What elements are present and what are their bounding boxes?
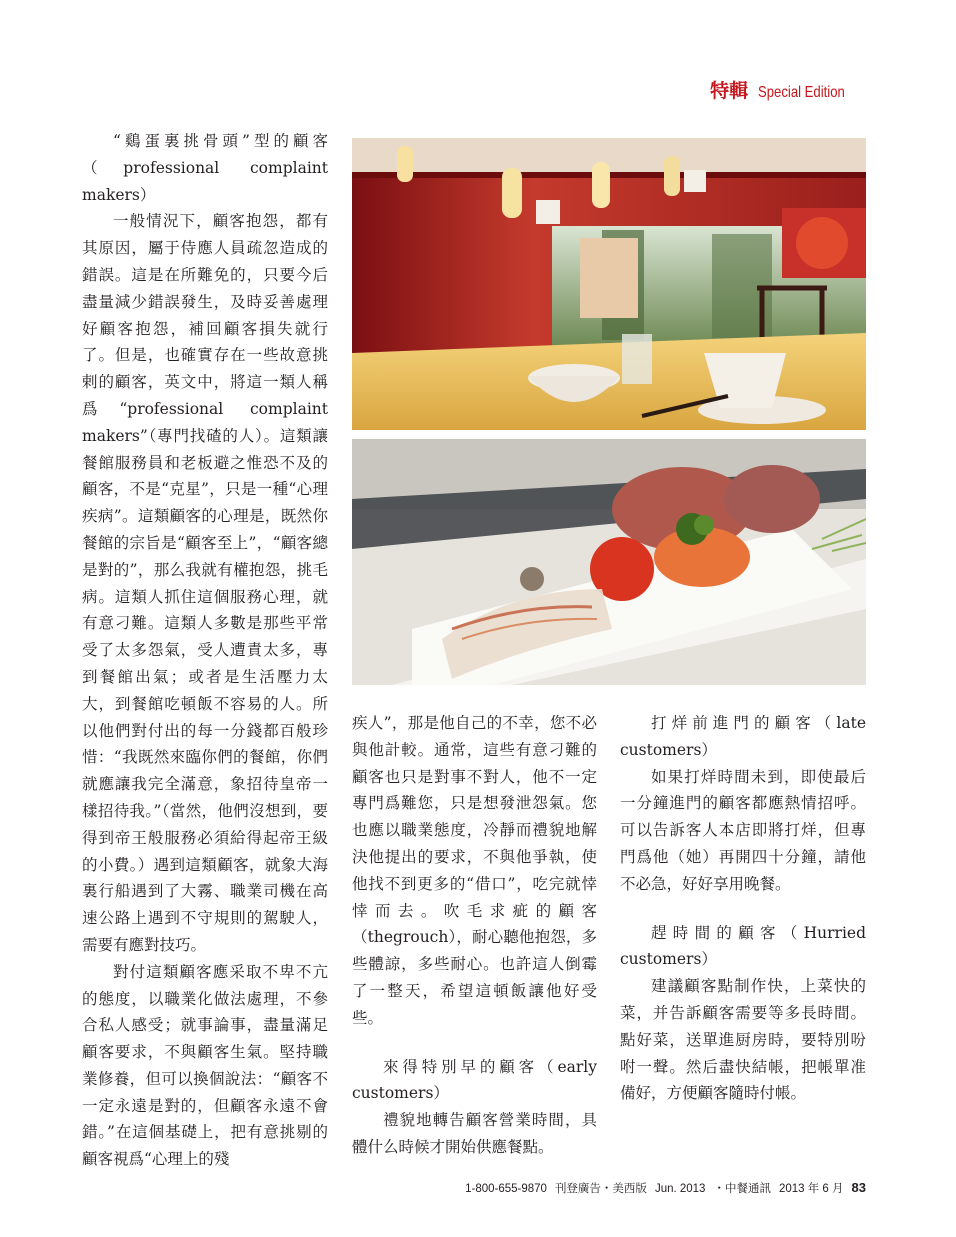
paragraph: 對付這類顧客應采取不卑不亢的態度，以職業化做法處理，不參合私人感受；就事論事，盡量滿足顧客要求，不與顧客生氣。堅持職業修養，但可以換個說法：“顧客不一定永遠是對的，但顧客永遠不會錯。”在這個基礎上，把有意挑剔的顧客視爲“心理上的殘: [82, 962, 328, 1169]
subheading: 打烊前進門的顧客（late customers）: [620, 714, 866, 759]
paragraph: 如果打烊時間未到，即使最后一分鐘進門的顧客都應熱情招呼。可以告訴客人本店即將打烊，但專門爲他（她）再開四十分鐘，請他不必急，好好享用晚餐。: [620, 767, 866, 893]
subheading: 趕時間的顧客（Hurried customers）: [620, 923, 866, 969]
footer-date-en: Jun. 2013: [654, 1183, 706, 1195]
paragraph: 疾人”，那是他自己的不幸，您不必與他計較。通常，這些有意刁難的顧客也只是對事不對人，他不一定專門爲難您，只是想發泄怨氣。您也應以職業態度，冷靜而禮貌地解決他提出的要求，不與他爭執，使他找不到更多的“借口”，吃完就悻悻而去。吹毛求疵的顧客（thegrouch），耐心聽他抱怨，多些體諒，多些耐心。也許這人倒霉了一整天，希望這頓飯讓他好受些。: [352, 714, 597, 1027]
page-number: 83: [851, 1180, 866, 1195]
section-title-zh: 特輯: [710, 80, 749, 102]
subheading: “鷄蛋裏挑骨頭”型的顧客（professional complaint makers）: [82, 132, 328, 204]
paragraph: 建議顧客點制作快，上菜快的菜，并告訴顧客需要等多長時間。點好菜，送單進厨房時，要特別吩咐一聲。然后盡快結帳，把帳單准備好，方便顧客隨時付帳。: [620, 977, 866, 1103]
footer-phone: 1-800-655-9870: [465, 1183, 547, 1195]
article-column-2: [352, 710, 597, 1161]
paragraph: 一般情況下，顧客抱怨，都有其原因，屬于侍應人員疏忽造成的錯誤。這是在所難免的，只要今后盡量減少錯誤發生，及時妥善處理好顧客抱怨，補回顧客損失就行了。但是，也確實存在一些故意挑剌的顧客，英文中，將這一類人稱爲“professional complaint makers”（專門找碴的人）。這類讓餐館服務員和老板避之惟恐不及的顧客，不是“克星”，只是一種“心理疾病”。這類顧客的心理是，既然你餐館的宗旨是“顧客至上”，“顧客總是對的”，那么我就有權抱怨，挑毛病。這類人抓住這個服務心理，就有意刁難。這類人多數是那些平常受了太多怨氣，受人遭責太多，專到餐館出氣；或者是生活壓力太大，到餐館吃頓飯不容易的人。所以他們對付出的每一分錢都百般珍惜：“我既然來臨你們的餐館，你們就應讓我完全滿意，象招待皇帝一樣招待我。”（當然，他們沒想到，要得到帝王般服務必須給得起帝王級的小費。）遇到這類顧客，就象大海裏行船遇到了大霧、職業司機在高速公路上遇到不守規則的駕駛人，需要有應對技巧。: [82, 212, 328, 954]
article-column-1: [82, 128, 328, 1173]
restaurant-interior-photo: [352, 138, 866, 430]
paragraph: 禮貌地轉告顧客營業時間，具體什么時候才開始供應餐點。: [352, 1111, 597, 1156]
section-title-en: Special Edition: [758, 84, 845, 101]
sashimi-plate-photo: [352, 439, 866, 685]
footer-magazine: ・中餐通訊: [713, 1183, 771, 1195]
footer-ad-text: 刊登廣告・美西版: [554, 1183, 647, 1195]
page-footer: [465, 1180, 866, 1196]
subheading: 來得特別早的顧客（early customers）: [352, 1057, 597, 1103]
footer-date-zh: 2013 年 6 月: [778, 1183, 844, 1195]
section-header: [710, 76, 864, 103]
article-column-3: [620, 710, 866, 1107]
